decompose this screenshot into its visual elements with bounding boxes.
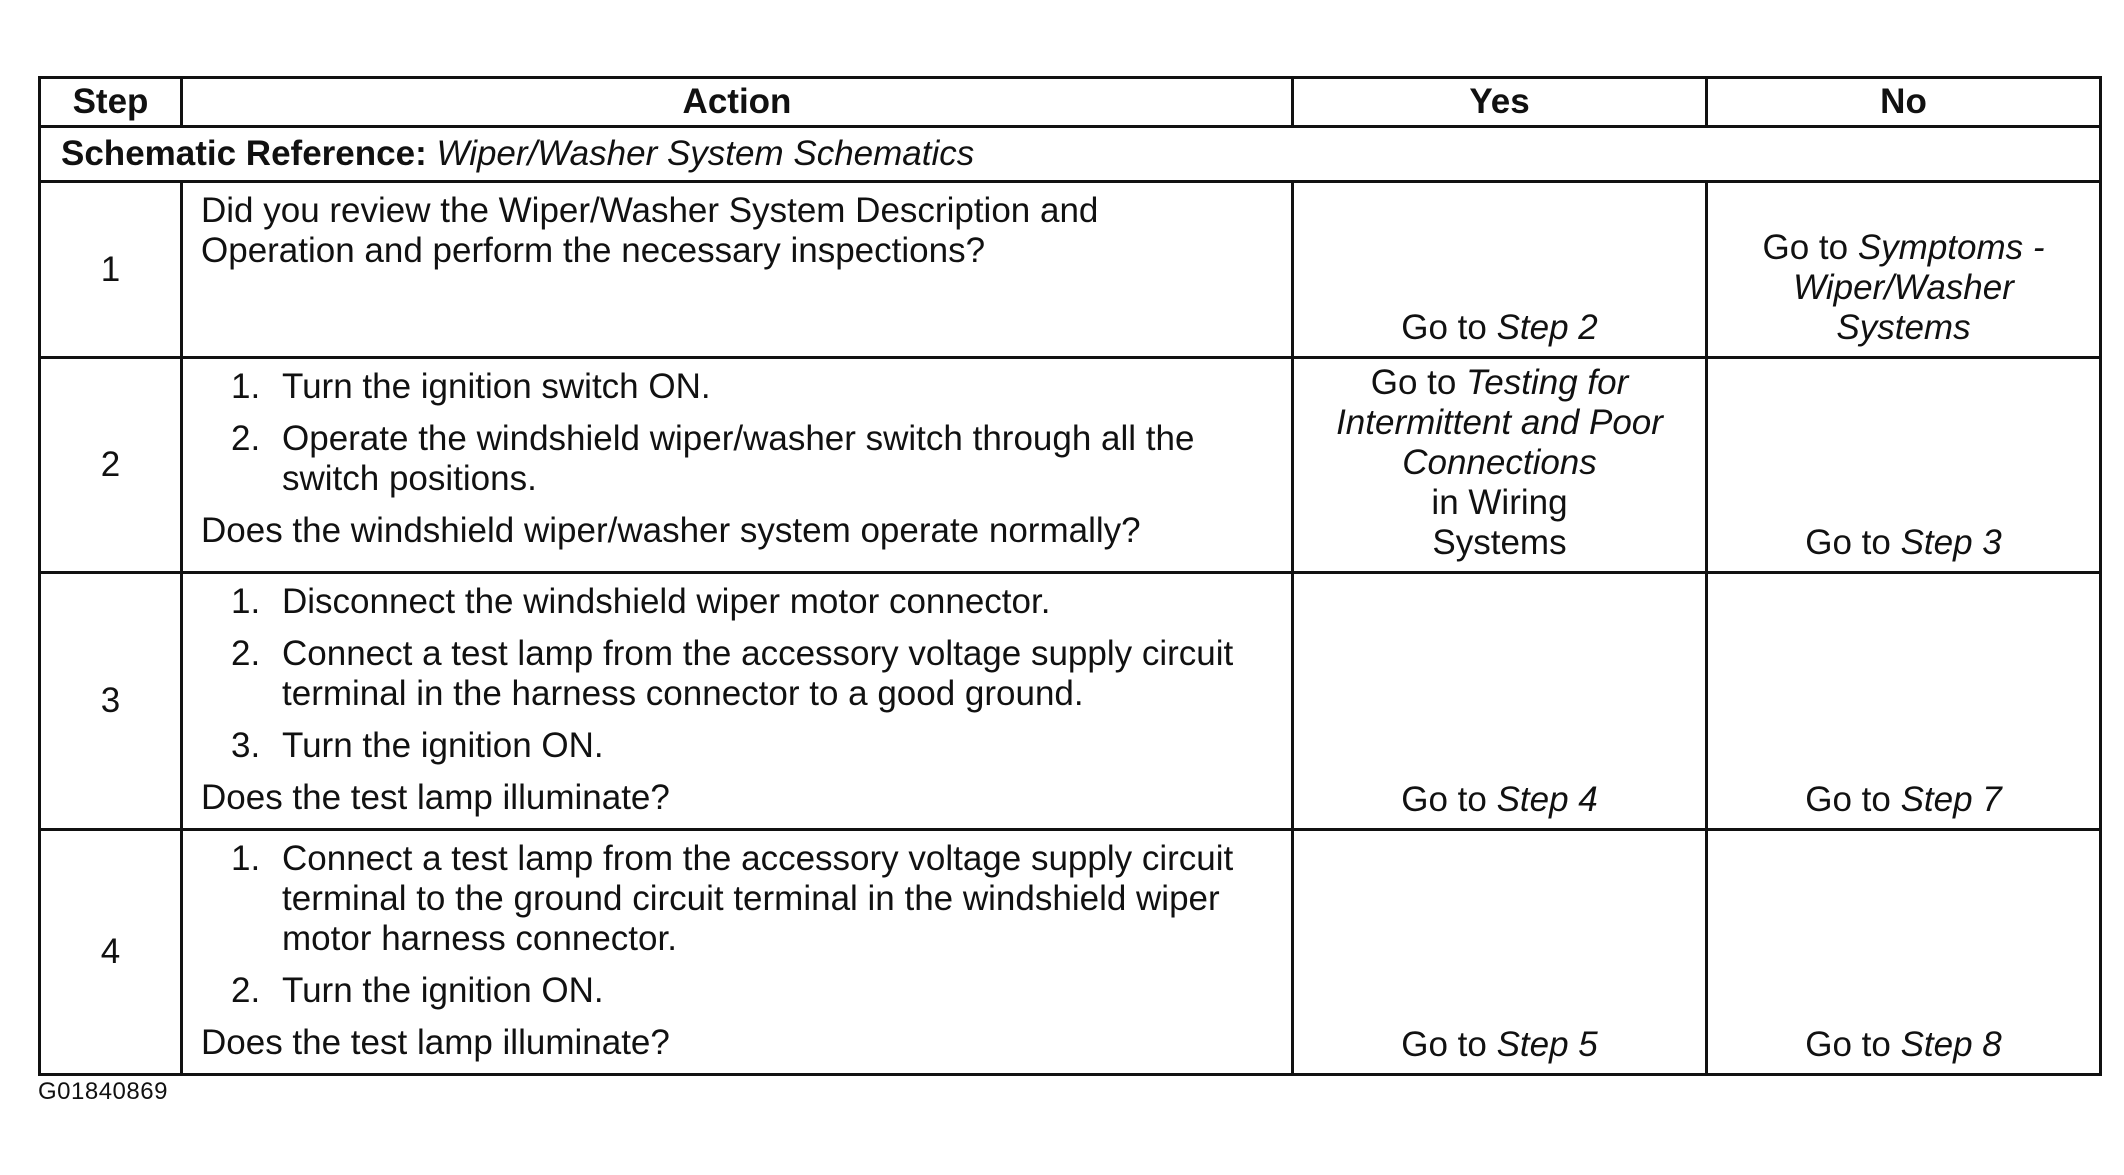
action-steps-list	[201, 582, 1275, 766]
action-cell	[182, 830, 1293, 1075]
yes-cell	[1293, 182, 1707, 358]
table-row-step-4	[40, 830, 2101, 1075]
yes-suffix: in Wiring Systems	[1431, 483, 1568, 562]
yes-cell	[1293, 573, 1707, 830]
action-steps-list	[201, 367, 1275, 499]
no-prefix: Go to	[1805, 780, 1891, 819]
list-item: 2. Operate the windshield wiper/washer switch through all the switch positions.	[231, 419, 1195, 498]
no-link[interactable]: Symptoms - Wiper/Washer Systems	[1793, 228, 2045, 347]
no-prefix: Go to	[1762, 228, 1849, 267]
step-question: Does the windshield wiper/washer system operate normally?	[201, 511, 1141, 550]
yes-link[interactable]: Step 2	[1496, 308, 1598, 347]
yes-cell	[1293, 830, 1707, 1075]
no-prefix: Go to	[1805, 523, 1891, 562]
table-row-step-3	[40, 573, 2101, 830]
header-action: Action	[182, 78, 1293, 127]
step-number: 4	[40, 830, 182, 1075]
yes-prefix: Go to	[1370, 363, 1457, 402]
no-prefix: Go to	[1805, 1025, 1891, 1064]
yes-prefix: Go to	[1401, 780, 1487, 819]
header-no: No	[1707, 78, 2101, 127]
no-cell	[1707, 358, 2101, 573]
action-cell	[182, 182, 1293, 358]
yes-cell	[1293, 358, 1707, 573]
action-steps-list	[201, 839, 1275, 1011]
action-cell	[182, 358, 1293, 573]
list-item: 1. Disconnect the windshield wiper motor connector.	[231, 582, 1051, 621]
header-step: Step	[40, 78, 182, 127]
step-number: 1	[40, 182, 182, 358]
no-link[interactable]: Step 7	[1900, 780, 2002, 819]
schematic-label: Schematic Reference:	[61, 134, 427, 173]
no-link[interactable]: Step 8	[1900, 1025, 2002, 1064]
no-cell	[1707, 573, 2101, 830]
step-number: 2	[40, 358, 182, 573]
table-row-step-1	[40, 182, 2101, 358]
list-item: 3. Turn the ignition ON.	[231, 726, 604, 765]
yes-prefix: Go to	[1401, 1025, 1487, 1064]
list-item: 1. Turn the ignition switch ON.	[231, 367, 711, 406]
header-row	[40, 78, 2101, 127]
schematic-reference	[40, 127, 2101, 182]
yes-link[interactable]: Testing for Intermittent and Poor Connections	[1336, 363, 1663, 482]
step-question: Does the test lamp illuminate?	[201, 1023, 670, 1062]
step-number: 3	[40, 573, 182, 830]
action-cell	[182, 573, 1293, 830]
schematic-link[interactable]: Wiper/Washer System Schematics	[436, 134, 975, 173]
no-link[interactable]: Step 3	[1900, 523, 2002, 562]
table-row-step-2	[40, 358, 2101, 573]
header-yes: Yes	[1293, 78, 1707, 127]
step-question: Does the test lamp illuminate?	[201, 778, 670, 817]
no-cell	[1707, 182, 2101, 358]
no-cell	[1707, 830, 2101, 1075]
step-question: Did you review the Wiper/Washer System Description and Operation and perform the necessary inspections?	[201, 191, 1099, 270]
list-item: 2. Turn the ignition ON.	[231, 971, 604, 1010]
list-item: 1. Connect a test lamp from the accessory voltage supply circuit terminal to the ground circuit terminal in the windshield wiper motor harness connector.	[231, 839, 1234, 958]
yes-prefix: Go to	[1401, 308, 1487, 347]
figure-code: G01840869	[38, 1078, 168, 1105]
schematic-row	[40, 127, 2101, 182]
list-item: 2. Connect a test lamp from the accessory voltage supply circuit terminal in the harness connector to a good ground.	[231, 634, 1234, 713]
yes-link[interactable]: Step 5	[1496, 1025, 1598, 1064]
yes-link[interactable]: Step 4	[1496, 780, 1598, 819]
diagnostic-table	[38, 76, 2102, 1076]
